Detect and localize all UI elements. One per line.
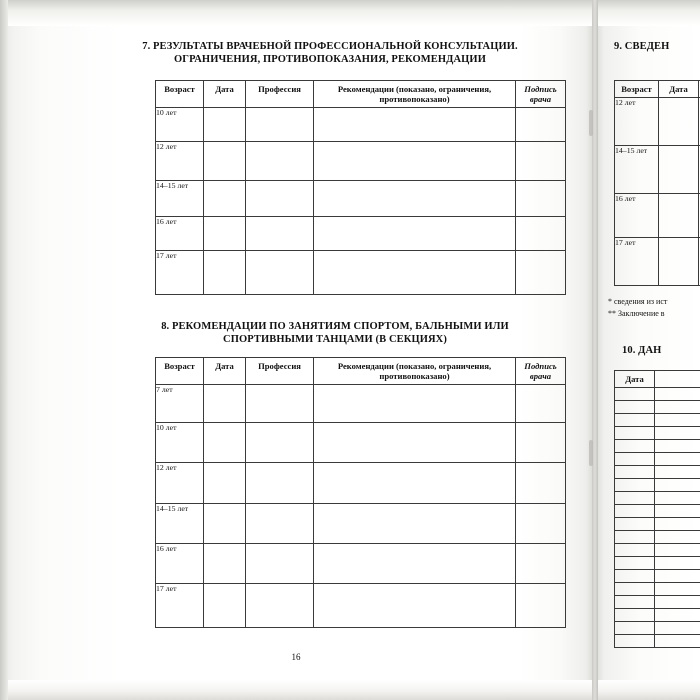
cell-date: [615, 453, 655, 466]
row-label-age: 12 лет: [156, 463, 204, 504]
row-label-age: 14–15 лет: [156, 181, 204, 217]
cell-signature: [516, 217, 566, 251]
cell-date: [659, 98, 699, 146]
table-row: [615, 98, 700, 146]
cell-date: [615, 466, 655, 479]
cell-profession: [246, 217, 314, 251]
table-row: [615, 194, 700, 238]
section-9-table: [614, 80, 700, 286]
section-10-heading: [622, 344, 661, 357]
cell-profession: [246, 385, 314, 423]
table-row: [615, 146, 700, 194]
table-row: [615, 388, 700, 401]
cell-date: [615, 557, 655, 570]
section-7-table: [155, 80, 566, 295]
cell-date: [204, 251, 246, 295]
cell-profession: [246, 108, 314, 142]
table-row: [615, 238, 700, 286]
table-row: [615, 622, 700, 635]
column-header-profession: Профессия: [246, 358, 314, 385]
section-7-heading: [120, 40, 540, 66]
row-label-age: 16 лет: [156, 217, 204, 251]
cell-recommendations: [314, 385, 516, 423]
cell-signature: [516, 142, 566, 181]
table-row: [156, 217, 566, 251]
section-8-table: [155, 357, 566, 628]
cell-clipped: [655, 531, 700, 544]
cell-recommendations: [314, 217, 516, 251]
binding-mark-top: [589, 110, 593, 136]
cell-date: [615, 609, 655, 622]
cell-signature: [516, 584, 566, 628]
table-row: [615, 609, 700, 622]
binding-mark-bottom: [589, 440, 593, 466]
cell-date: [615, 440, 655, 453]
cell-date: [204, 217, 246, 251]
cell-recommendations: [314, 544, 516, 584]
table-row: [615, 531, 700, 544]
cell-profession: [246, 544, 314, 584]
column-header-recommendations: Рекомендации (показано, ограничения, противопоказано): [314, 358, 516, 385]
section-7-title-line2: ОГРАНИЧЕНИЯ, ПРОТИВОПОКАЗАНИЯ, РЕКОМЕНДАЦИИ: [174, 54, 486, 65]
row-label-age: 16 лет: [615, 194, 659, 238]
cell-date: [204, 423, 246, 463]
table-row: [615, 401, 700, 414]
table-row: [615, 427, 700, 440]
table-row: [615, 557, 700, 570]
column-header-clipped: [655, 371, 700, 388]
table-row: [156, 251, 566, 295]
page-number: 16: [291, 652, 301, 662]
table-row: [156, 142, 566, 181]
section-9-title: 9. СВЕДЕН: [614, 41, 670, 52]
cell-signature: [516, 504, 566, 544]
cell-clipped: [655, 570, 700, 583]
cell-profession: [246, 181, 314, 217]
cell-date: [204, 181, 246, 217]
table-row: [615, 544, 700, 557]
cell-date: [615, 414, 655, 427]
cell-clipped: [655, 479, 700, 492]
cell-signature: [516, 544, 566, 584]
cell-signature: [516, 385, 566, 423]
cell-signature: [516, 108, 566, 142]
column-header-age: Возраст: [615, 81, 659, 98]
cell-date: [659, 238, 699, 286]
cell-date: [615, 596, 655, 609]
cell-date: [204, 142, 246, 181]
column-header-doctor-signature: Подпись врача: [516, 358, 566, 385]
section-8-heading: [120, 320, 550, 346]
cell-date: [204, 385, 246, 423]
table-row: [156, 584, 566, 628]
cell-recommendations: [314, 181, 516, 217]
section-7-title-line1: 7. РЕЗУЛЬТАТЫ ВРАЧЕБНОЙ ПРОФЕССИОНАЛЬНОЙ КОНСУЛЬТАЦИИ.: [142, 41, 518, 52]
column-header-date: Дата: [659, 81, 699, 98]
table-row: [615, 414, 700, 427]
cell-date: [659, 194, 699, 238]
cell-profession: [246, 142, 314, 181]
cell-clipped: [655, 466, 700, 479]
book-gutter: [592, 0, 598, 700]
row-label-age: 16 лет: [156, 544, 204, 584]
table-row: [615, 466, 700, 479]
cell-recommendations: [314, 584, 516, 628]
row-label-age: 14–15 лет: [156, 504, 204, 544]
right-page: [598, 0, 700, 700]
cell-profession: [246, 463, 314, 504]
column-header-doctor-signature: Подпись врача: [516, 81, 566, 108]
table-row: [615, 453, 700, 466]
row-label-age: 17 лет: [156, 251, 204, 295]
section-9-heading: [614, 40, 669, 53]
section-10-table: [614, 370, 700, 648]
cell-clipped: [655, 544, 700, 557]
cell-clipped: [655, 609, 700, 622]
table-row: [156, 463, 566, 504]
cell-clipped: [655, 505, 700, 518]
row-label-age: 10 лет: [156, 108, 204, 142]
table-row: [615, 479, 700, 492]
cell-signature: [516, 423, 566, 463]
cell-date: [615, 388, 655, 401]
table-header-row: [615, 81, 700, 98]
cell-date: [615, 570, 655, 583]
cell-profession: [246, 504, 314, 544]
table-row: [615, 570, 700, 583]
cell-clipped: [655, 518, 700, 531]
cell-clipped: [655, 401, 700, 414]
table-row: [156, 108, 566, 142]
table-header-row: [615, 371, 700, 388]
section-10-title: 10. ДАН: [622, 345, 662, 356]
section-9-footnote-2: ** Заключение в: [608, 309, 665, 318]
cell-recommendations: [314, 251, 516, 295]
cell-date: [615, 427, 655, 440]
table-row: [615, 492, 700, 505]
cell-signature: [516, 181, 566, 217]
row-label-age: 10 лет: [156, 423, 204, 463]
cell-clipped: [655, 440, 700, 453]
cell-clipped: [655, 492, 700, 505]
column-header-recommendations: Рекомендации (показано, ограничения, противопоказано): [314, 81, 516, 108]
row-label-age: 12 лет: [156, 142, 204, 181]
table-row: [156, 181, 566, 217]
cell-recommendations: [314, 142, 516, 181]
cell-clipped: [655, 583, 700, 596]
column-header-date: Дата: [204, 81, 246, 108]
cell-date: [615, 401, 655, 414]
cell-recommendations: [314, 504, 516, 544]
cell-date: [615, 544, 655, 557]
cell-signature: [516, 463, 566, 504]
table-header-row: [156, 358, 566, 385]
row-label-age: 17 лет: [615, 238, 659, 286]
section-8-title-line1: 8. РЕКОМЕНДАЦИИ ПО ЗАНЯТИЯМ СПОРТОМ, БАЛЬНЫМИ ИЛИ: [161, 321, 509, 332]
cell-date: [659, 146, 699, 194]
cell-clipped: [655, 596, 700, 609]
column-header-profession: Профессия: [246, 81, 314, 108]
cell-date: [615, 635, 655, 648]
cell-date: [204, 584, 246, 628]
section-9-footnote-1: * сведения из ист: [608, 297, 668, 306]
cell-clipped: [655, 622, 700, 635]
cell-date: [615, 583, 655, 596]
cell-recommendations: [314, 463, 516, 504]
section-8-title-line2: СПОРТИВНЫМИ ТАНЦАМИ (В СЕКЦИЯХ): [223, 334, 447, 345]
table-row: [615, 635, 700, 648]
cell-date: [615, 518, 655, 531]
cell-clipped: [655, 414, 700, 427]
table-row: [615, 583, 700, 596]
table-row: [615, 440, 700, 453]
cell-date: [615, 505, 655, 518]
table-row: [615, 505, 700, 518]
row-label-age: 14–15 лет: [615, 146, 659, 194]
column-header-date: Дата: [204, 358, 246, 385]
cell-clipped: [655, 453, 700, 466]
cell-recommendations: [314, 108, 516, 142]
row-label-age: 12 лет: [615, 98, 659, 146]
cell-date: [204, 544, 246, 584]
table-row: [156, 385, 566, 423]
cell-signature: [516, 251, 566, 295]
cell-date: [204, 463, 246, 504]
table-row: [156, 504, 566, 544]
table-row: [615, 518, 700, 531]
column-header-age: Возраст: [156, 81, 204, 108]
cell-date: [615, 622, 655, 635]
cell-profession: [246, 584, 314, 628]
cell-clipped: [655, 388, 700, 401]
cell-profession: [246, 423, 314, 463]
cell-date: [615, 531, 655, 544]
cell-clipped: [655, 635, 700, 648]
cell-date: [204, 504, 246, 544]
table-row: [156, 423, 566, 463]
cell-date: [204, 108, 246, 142]
table-header-row: [156, 81, 566, 108]
row-label-age: 7 лет: [156, 385, 204, 423]
cell-profession: [246, 251, 314, 295]
row-label-age: 17 лет: [156, 584, 204, 628]
column-header-age: Возраст: [156, 358, 204, 385]
table-row: [615, 596, 700, 609]
table-row: [156, 544, 566, 584]
cell-clipped: [655, 557, 700, 570]
column-header-date: Дата: [615, 371, 655, 388]
cell-clipped: [655, 427, 700, 440]
cell-date: [615, 492, 655, 505]
cell-date: [615, 479, 655, 492]
cell-recommendations: [314, 423, 516, 463]
